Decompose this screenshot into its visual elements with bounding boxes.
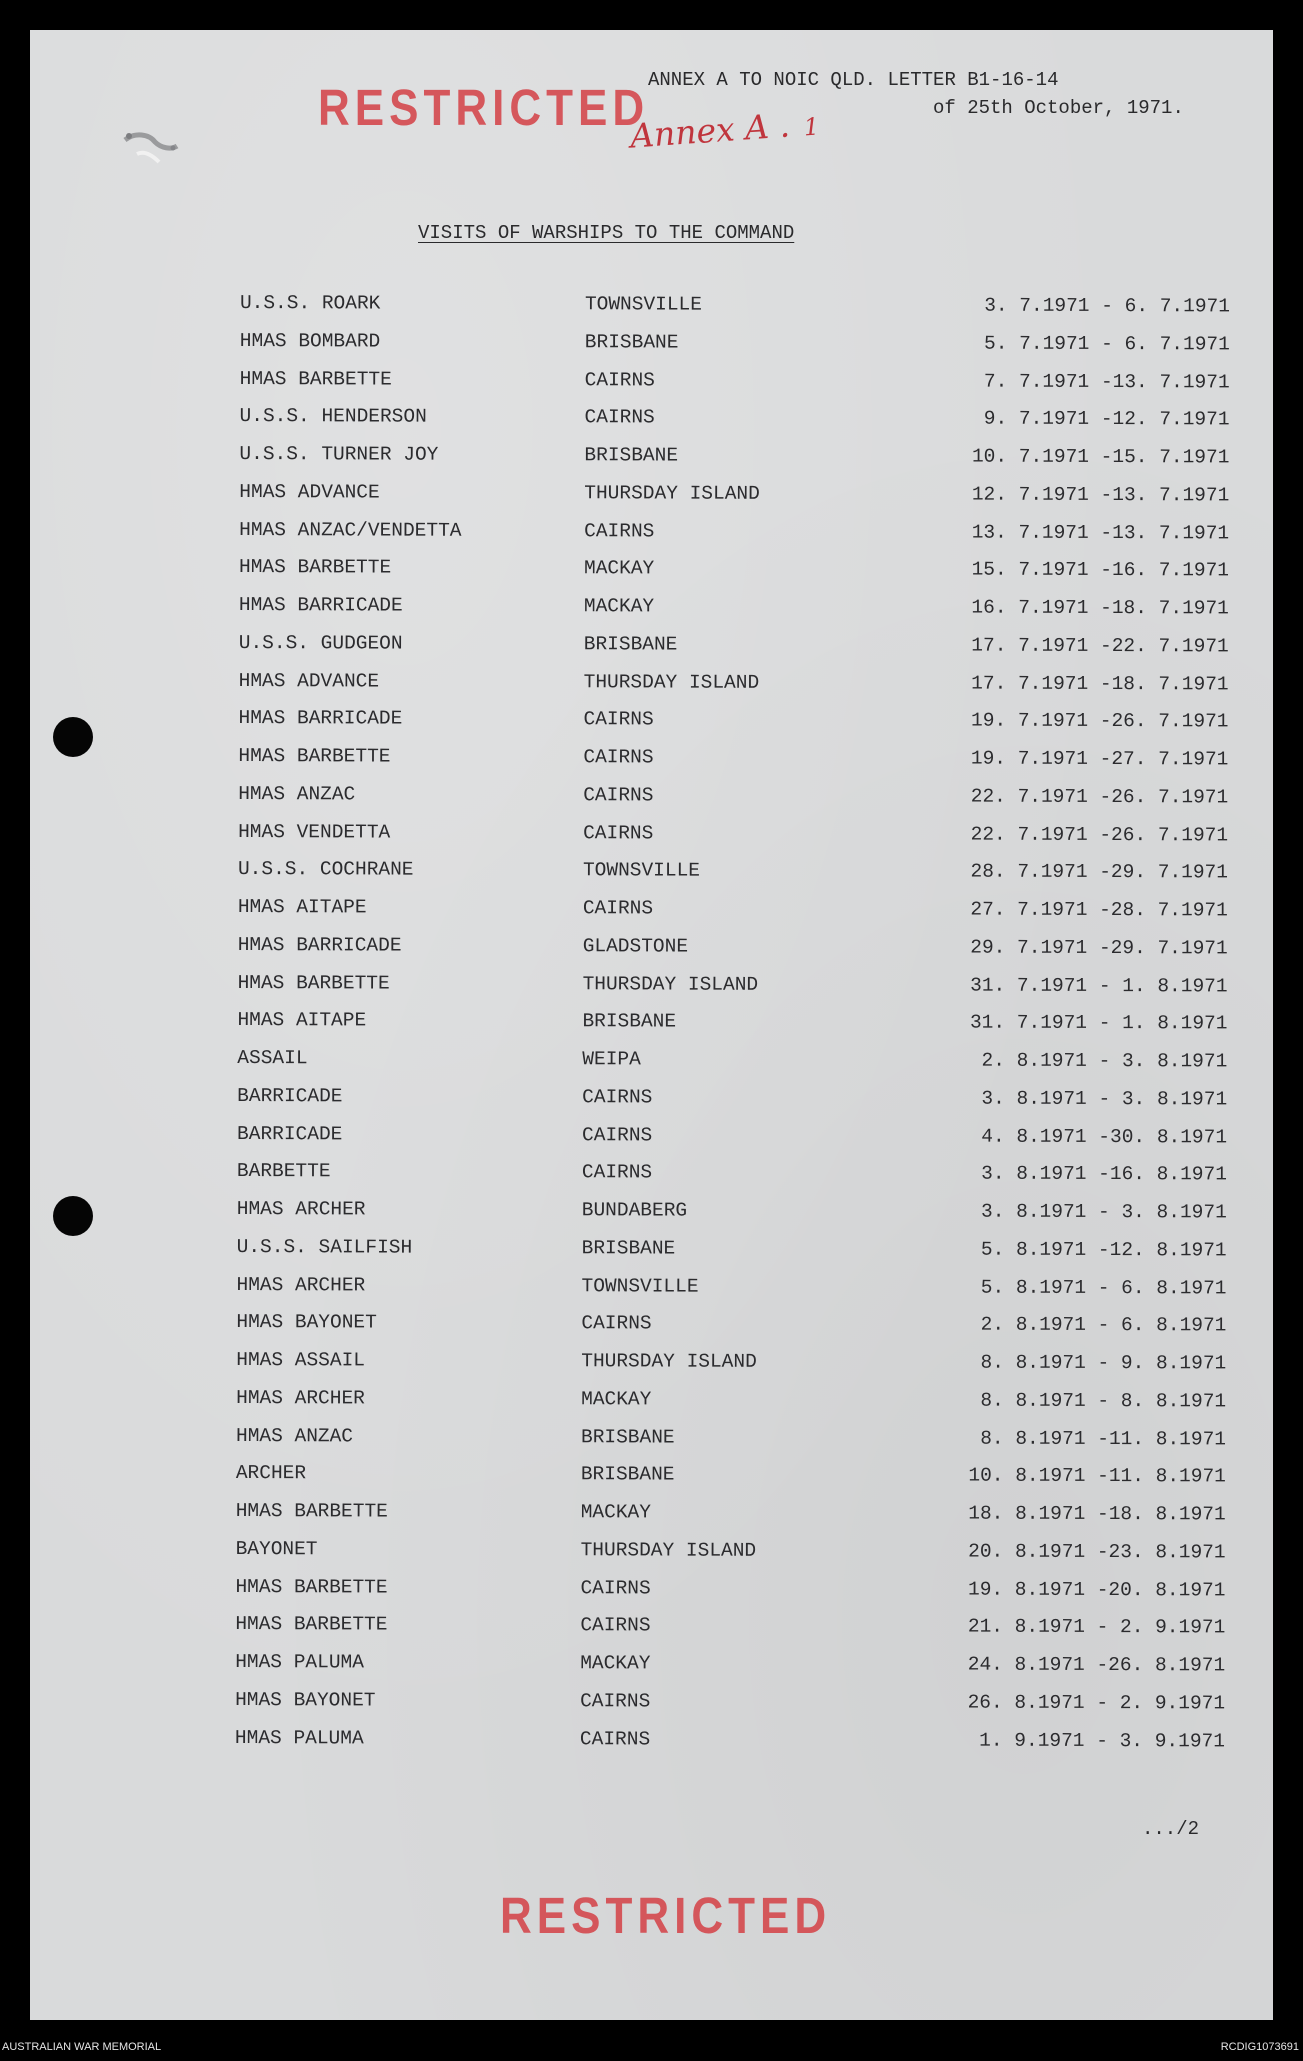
visit-row [236,1273,1226,1314]
visit-dates: 8. 8.1971 - 8. 8.1971 [980,1389,1227,1413]
visit-dates: 19. 8.1971 -20. 8.1971 [967,1578,1226,1601]
visit-port: BRISBANE [580,1463,675,1486]
visit-ship-name: HMAS ARCHER [236,1386,365,1410]
visit-dates: 3. 8.1971 - 3. 8.1971 [981,1200,1227,1224]
handwritten-annex-label: Annex A . [628,105,791,156]
visit-row [237,1160,1227,1201]
visit-row [240,292,1230,333]
visit-dates: 8. 8.1971 -11. 8.1971 [980,1427,1227,1450]
visit-ship-name: HMAS ANZAC [238,782,356,806]
visit-row [236,1538,1226,1579]
archive-credit: AUSTRALIAN WAR MEMORIAL [2,2041,162,2053]
visit-dates: 4. 8.1971 -30. 8.1971 [981,1125,1228,1148]
visit-port: GLADSTONE [582,934,689,958]
visit-row [238,858,1228,899]
visit-row [238,745,1228,786]
visit-ship-name: HMAS BARRICADE [237,933,402,957]
visit-row [236,1462,1226,1503]
visit-row [238,707,1228,748]
visit-dates: 10. 7.1971 -15. 7.1971 [971,445,1230,469]
visit-dates: 13. 7.1971 -13. 7.1971 [971,521,1230,544]
visit-port: MACKAY [580,1652,651,1675]
visit-ship-name: U.S.S. TURNER JOY [239,442,439,466]
visit-ship-name: BAYONET [235,1537,318,1561]
annex-reference-line-1: ANNEX A TO NOIC QLD. LETTER B1-16-14 [648,69,1059,91]
restricted-stamp-top: RESTRICTED [318,80,650,137]
visit-dates: 2. 8.1971 - 3. 8.1971 [981,1049,1228,1073]
visit-ship-name: HMAS ANZAC/VENDETTA [239,518,462,542]
visit-dates: 19. 7.1971 -26. 7.1971 [971,709,1229,733]
visit-row [237,1009,1227,1050]
punch-hole [53,717,93,757]
visit-ship-name: HMAS ANZAC [235,1424,354,1447]
visit-port: BRISBANE [582,1010,677,1033]
visit-ship-name: U.S.S. SAILFISH [236,1235,413,1259]
document-title: VISITS OF WARSHIPS TO THE COMMAND [418,222,795,244]
visit-ship-name: HMAS BARBETTE [235,1613,388,1636]
visit-ship-name: HMAS BAYONET [235,1688,376,1712]
visit-row [235,1613,1225,1654]
visit-row [236,1311,1226,1352]
visit-dates: 17. 7.1971 -22. 7.1971 [971,634,1229,658]
visit-ship-name: HMAS BARBETTE [235,1575,388,1599]
visit-row [237,1122,1227,1163]
visit-dates: 3. 7.1971 - 6. 7.1971 [984,294,1230,318]
visit-port: CAIRNS [584,368,655,391]
archive-reference-id: RCDIG1073691 [1220,2041,1299,2053]
warship-visits-list [235,292,1230,1768]
visit-ship-name: HMAS AITAPE [237,895,367,919]
visit-port: CAIRNS [581,1312,652,1335]
visit-dates: 19. 7.1971 -27. 7.1971 [970,747,1229,771]
visit-dates: 10. 8.1971 -11. 8.1971 [968,1464,1226,1488]
visit-ship-name: U.S.S. COCHRANE [237,858,414,881]
visit-port: THURSDAY ISLAND [584,481,760,505]
visit-row [237,1047,1227,1088]
visit-ship-name: HMAS PALUMA [235,1650,364,1674]
visit-port: CAIRNS [583,746,654,769]
visit-dates: 26. 8.1971 - 2. 9.1971 [967,1691,1226,1715]
document-page [30,30,1273,2020]
visit-ship-name: HMAS ADVANCE [239,480,380,504]
visit-port: CAIRNS [582,1085,653,1109]
visit-row [235,1651,1225,1692]
visit-dates: 5. 8.1971 -12. 8.1971 [980,1238,1227,1262]
visit-port: THURSDAY ISLAND [581,1350,757,1373]
visit-dates: 17. 7.1971 -18. 7.1971 [971,672,1229,695]
visit-row [239,481,1229,522]
visit-ship-name: ASSAIL [237,1046,308,1070]
visit-dates: 15. 7.1971 -16. 7.1971 [971,558,1230,582]
visit-port: CAIRNS [579,1727,651,1750]
visit-port: CAIRNS [582,1123,653,1146]
visit-ship-name: HMAS AITAPE [237,1009,367,1032]
visit-port: TOWNSVILLE [582,859,701,882]
visit-ship-name: HMAS ASSAIL [236,1348,366,1372]
visit-ship-name: HMAS ADVANCE [238,669,380,692]
visit-ship-name: HMAS BARBETTE [238,744,391,768]
visit-port: CAIRNS [583,783,654,807]
visit-row [237,1236,1227,1277]
restricted-stamp-bottom: RESTRICTED [500,1888,832,1945]
visit-row [236,1500,1226,1541]
visit-dates: 20. 8.1971 -23. 8.1971 [968,1540,1226,1564]
visit-port: MACKAY [583,595,655,618]
visit-ship-name: BARBETTE [236,1160,331,1183]
visit-port: CAIRNS [582,897,654,920]
visit-dates: 3. 8.1971 -16. 8.1971 [981,1162,1227,1186]
visit-dates: 3. 8.1971 - 3. 8.1971 [981,1087,1228,1111]
visit-port: THURSDAY ISLAND [580,1538,757,1562]
visit-port: WEIPA [582,1048,641,1071]
visit-dates: 18. 8.1971 -18. 8.1971 [968,1502,1226,1526]
visit-port: CAIRNS [581,1161,653,1184]
visit-port: CAIRNS [583,821,654,844]
visit-dates: 22. 7.1971 -26. 7.1971 [970,785,1229,809]
visit-dates: 24. 8.1971 -26. 8.1971 [967,1653,1226,1677]
visit-port: BUNDABERG [581,1199,688,1222]
visit-ship-name: ARCHER [235,1462,307,1485]
visit-row [235,1575,1225,1616]
visit-ship-name: HMAS BARBETTE [237,971,390,995]
visit-port: BRISBANE [583,632,678,656]
visit-ship-name: U.S.S. GUDGEON [238,631,403,655]
visit-dates: 27. 7.1971 -28. 7.1971 [970,898,1228,922]
visit-ship-name: HMAS BARRICADE [238,593,403,617]
visit-dates: 9. 7.1971 -12. 7.1971 [983,407,1230,431]
visit-row [238,934,1228,975]
visit-port: CAIRNS [584,406,655,429]
visit-port: CAIRNS [583,708,654,731]
visit-ship-name: HMAS BOMBARD [239,329,381,353]
visit-ship-name: HMAS BARRICADE [238,707,403,730]
handwritten-annex-number: 1 [802,112,821,142]
visit-row [239,443,1229,484]
visit-ship-name: HMAS BARBETTE [239,367,392,391]
punch-hole [53,1196,93,1236]
visit-port: CAIRNS [580,1576,651,1599]
visit-row [237,971,1227,1012]
visit-port: TOWNSVILLE [584,293,703,316]
visit-row [240,367,1230,408]
visit-dates: 31. 7.1971 - 1. 8.1971 [969,1011,1228,1035]
visit-dates: 21. 8.1971 - 2. 9.1971 [967,1615,1226,1639]
visit-ship-name: BARRICADE [237,1122,343,1145]
visit-dates: 1. 9.1971 - 3. 9.1971 [979,1729,1225,1752]
visit-row [239,518,1229,559]
visit-port: BRISBANE [580,1425,675,1449]
visit-row [239,405,1229,446]
visit-port: CAIRNS [584,519,655,542]
visit-ship-name: HMAS VENDETTA [238,820,391,844]
visit-dates: 31. 7.1971 - 1. 8.1971 [970,974,1228,997]
visit-row [236,1349,1226,1390]
visit-row [239,556,1229,597]
visit-port: BRISBANE [581,1236,676,1260]
visit-dates: 28. 7.1971 -29. 7.1971 [970,860,1229,884]
visit-ship-name: BARRICADE [237,1084,343,1108]
visit-dates: 16. 7.1971 -18. 7.1971 [971,596,1229,620]
visit-ship-name: HMAS PALUMA [234,1726,364,1749]
visit-row [235,1689,1225,1730]
visit-dates: 5. 7.1971 - 6. 7.1971 [984,332,1230,356]
visit-port: CAIRNS [580,1614,651,1637]
visit-dates: 12. 7.1971 -13. 7.1971 [971,483,1230,507]
visit-row [239,632,1229,673]
visit-port: THURSDAY ISLAND [583,670,760,694]
visit-row [239,594,1229,635]
visit-row [236,1424,1226,1465]
visit-port: THURSDAY ISLAND [582,972,759,996]
visit-ship-name: HMAS ARCHER [236,1197,366,1221]
visit-row [238,820,1228,861]
visit-row [239,669,1229,710]
staple-mark-icon [115,110,185,180]
visit-row [237,1198,1227,1239]
visit-row [236,1387,1226,1428]
visit-dates: 5. 8.1971 - 6. 8.1971 [980,1276,1227,1299]
visit-port: CAIRNS [580,1689,651,1713]
visit-row [238,896,1228,937]
visit-port: TOWNSVILLE [581,1274,699,1298]
visit-dates: 29. 7.1971 -29. 7.1971 [970,936,1228,960]
visit-ship-name: HMAS ARCHER [236,1273,366,1296]
visit-dates: 2. 8.1971 - 6. 8.1971 [980,1313,1227,1337]
visit-row [238,783,1228,824]
visit-ship-name: HMAS BARBETTE [235,1499,388,1523]
visit-ship-name: U.S.S. ROARK [239,292,381,315]
annex-reference-line-2: of 25th October, 1971. [933,97,1184,119]
visit-dates: 7. 7.1971 -13. 7.1971 [983,370,1230,393]
visit-port: MACKAY [583,557,655,580]
visit-dates: 8. 8.1971 - 9. 8.1971 [980,1351,1227,1375]
visit-port: BRISBANE [584,444,679,467]
visit-row [235,1726,1225,1767]
visit-ship-name: HMAS BAYONET [236,1311,377,1334]
visit-port: MACKAY [580,1501,651,1524]
page-continuation: .../2 [1142,1818,1200,1840]
visit-row [240,330,1230,371]
visit-port: BRISBANE [584,330,679,354]
visit-port: MACKAY [581,1387,652,1411]
visit-dates: 22. 7.1971 -26. 7.1971 [970,823,1229,846]
visit-ship-name: U.S.S. HENDERSON [239,405,427,428]
visit-ship-name: HMAS BARBETTE [239,556,392,579]
visit-row [237,1085,1227,1126]
